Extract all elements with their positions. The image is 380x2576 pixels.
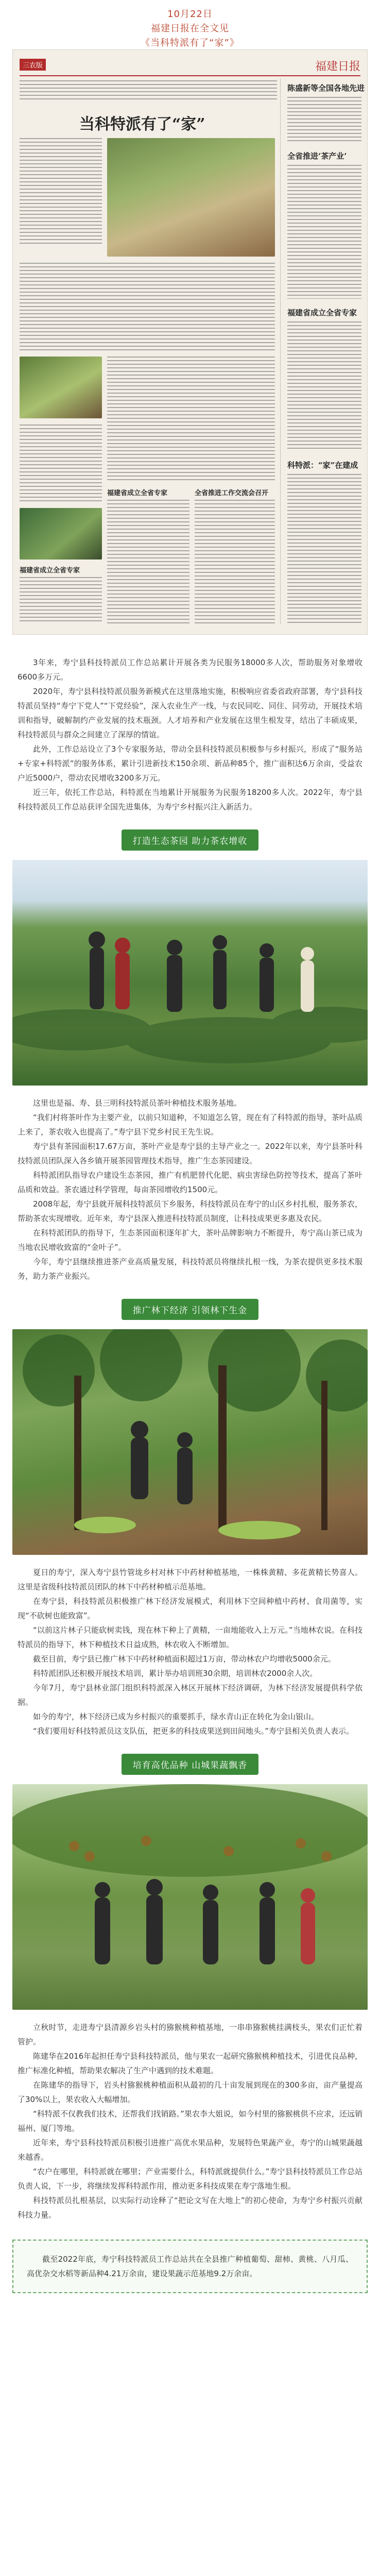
column-rule: [280, 78, 281, 624]
tea-paragraph: “我们村将茶叶作为主要产业，以前只知道种，不知道怎么管，现在有了科特派的指导，茶叶品质上来了，茶农收入也提高了。”寿宁县下党乡村民王先生说。: [18, 1113, 362, 1137]
summary-box: [12, 2240, 368, 2293]
header-date: 10月22日: [167, 9, 213, 20]
forest-planting-photo: [12, 1329, 368, 1555]
side-lines-1: [287, 97, 361, 143]
newspaper-photo-small-2: [20, 508, 102, 560]
orchard-illustration: [12, 1784, 368, 2010]
newspaper-headline: 当科特派有了“家”: [79, 115, 205, 133]
body-lines-d: [20, 425, 102, 502]
header-article-title: 《当科特派有了“家”》: [141, 38, 239, 48]
body-lines-f: [107, 500, 189, 623]
tea-paragraph: 2008年起，寿宁县就开展科技特派员下乡服务，科技特派员在寿宁的山区乡村扎根，服务茶农，帮助茶农实现增收。近年来，寿宁县深入推进科技特派员制度，让科技成果更多惠及农民。: [18, 1199, 362, 1223]
side-title-4: 科特派：“家”在建成: [287, 461, 358, 470]
section-banner-forest: 推广林下经济 引领林下生金: [122, 1299, 258, 1320]
fruit-paragraph: 近年来，寿宁县科技特派员积极引进推广高优水果品种，发展特色果蔬产业，寿宁的山城果蔬越来越香。: [18, 2138, 362, 2162]
lower-left-title: 福建省成立全省专家: [20, 567, 80, 574]
body-lines-e: [20, 577, 102, 623]
newspaper-photo-small-1: [20, 357, 102, 418]
fruit-paragraph: 在陈建华的指导下，岩头村猕猴桃种植面积从最初的几十亩发展到现在的300多亩，亩产量提高了30%以上，果农收入大幅增加。: [18, 2080, 362, 2104]
intro-section: [12, 655, 368, 814]
article-body: [12, 655, 368, 2222]
forest-paragraph: 夏日的寿宁，深入寿宁县竹管垅乡村对林下中药材种植基地，一株株黄精、多花黄精长势喜人。这里是省级科技特派员团队的林下中药材种植示范基地。: [18, 1568, 362, 1591]
section-banner-wrap: [12, 1754, 368, 1775]
tea-garden-photo: [12, 860, 368, 1086]
newspaper-masthead: [20, 55, 360, 76]
section-banner-fruit: 培育高优品种 山城果蔬飘香: [122, 1754, 258, 1775]
tea-section-text: [12, 1096, 368, 1283]
fruit-paragraph: “科特派不仅教我们技术，还帮我们找销路。”果农李大姐说，如今村里的猕猴桃供不应求，还远销福州、厦门等地。: [18, 2109, 362, 2133]
side-title-3: 福建省成立全省专家: [287, 308, 357, 317]
forest-paragraph: 今年7月，寿宁县林业部门组织科特派深入林区开展林下经济调研，为林下经济发展提供科学依据。: [18, 1683, 362, 1707]
section-banner-wrap: [12, 1299, 368, 1320]
newspaper-clipping-wrap: [0, 49, 380, 635]
fruit-paragraph: 科技特派员扎根基层，以实际行动诠释了“把论文写在大地上”的初心使命，为寿宁乡村振兴贡献科技力量。: [18, 2196, 362, 2219]
intro-paragraph: 近三年，依托工作总站，科特派在当地累计开展服务为民服务18200多人次。2022年，寿宁县科技特派员工作总站获评全国先进集体，为寿宁乡村振兴注入新活力。: [18, 788, 362, 811]
forest-paragraph: “以前这片林子只能砍树卖钱，现在林下种上了黄精，一亩地能收入上万元。”当地林农说。在科技特派员的指导下，林下种植技术日益成熟，林农收入不断增加。: [18, 1625, 362, 1649]
fruit-orchard-photo: [12, 1784, 368, 2010]
edition-tag: 三农版: [20, 59, 46, 71]
lower-mid-title: 福建省成立全省专家: [107, 489, 168, 497]
tea-paragraph: 在科特派团队的指导下，生态茶园面积逐年扩大，茶叶品牌影响力不断提升，寿宁高山茶已成为当地农民增收致富的“金叶子”。: [18, 1228, 362, 1252]
intro-paragraph: 2020年，寿宁县科技特派员服务新模式在这里落地实施，积极响应省委省政府部署，寿宁县科技特派员坚持“寿宁下党人”“下党经验”，深入农业生产一线，与农民同吃、同住、同劳动，开展技术培训和指导，破解制约产业发展的技术瓶颈。人才培养和产业发展在这里生根发芽，结出了丰硕成果，科技特派员与群众之间建立了深厚的情谊。: [18, 687, 362, 739]
tea-paragraph: 科特派团队指导农户建设生态茶园，推广有机肥替代化肥、病虫害绿色防控等技术，提高了茶叶品质和效益。茶农通过科学管理，每亩茶园增收约1500元。: [18, 1171, 362, 1194]
fruit-section-text: [12, 2020, 368, 2222]
intro-paragraph: 3年来，寿宁县科技特派员工作总站累计开展各类为民服务18000多人次，帮助服务对象增收6600多万元。: [18, 658, 362, 682]
tea-paragraph: 今年，寿宁县继续推进茶产业高质量发展，科技特派员将继续扎根一线，为茶农提供更多技术服务，助力茶产业振兴。: [18, 1257, 362, 1281]
tea-paragraph: 这里也是福、寿、县三明科技特派员茶叶种植技术服务基地。: [33, 1098, 242, 1108]
forest-section-text: [12, 1565, 368, 1738]
page-header: [0, 0, 380, 49]
forest-paragraph: 在寿宁县，科技特派员积极推广林下经济发展模式，利用林下空间种植中药材、食用菌等，实现“不砍树也能致富”。: [18, 1597, 362, 1620]
forest-paragraph: “我们要用好科技特派员这支队伍，把更多的科技成果送到田间地头。”寿宁县相关负责人表示。: [33, 1726, 354, 1736]
tea-garden-illustration: [12, 860, 368, 1086]
newspaper-lede-lines: [20, 80, 277, 101]
fruit-paragraph: “农户在哪里，科特派就在哪里；产业需要什么，科特派就提供什么。”寿宁县科技特派员工作总站负责人说，下一步，将继续发挥科特派作用，推动更多科技成果在寿宁落地生根。: [18, 2167, 362, 2191]
body-lines-c: [107, 357, 275, 480]
newspaper-clipping: [12, 49, 368, 635]
newspaper-logo: 福建日报: [315, 60, 360, 73]
side-title-1: 陈盛新等全国各地先进: [287, 83, 365, 93]
tea-paragraph: 寿宁县有茶园面积17.67万亩，茶叶产业是寿宁县的主导产业之一。2022年以来，寿宁县茶叶科技特派员团队深入各乡镇开展茶园管理技术指导，推广生态茶园建设。: [18, 1142, 362, 1165]
body-lines-a: [20, 138, 102, 246]
body-lines-g: [195, 500, 275, 623]
forest-paragraph: 如今的寿宁，林下经济已成为乡村振兴的重要抓手，绿水青山正在转化为金山银山。: [33, 1712, 319, 1721]
fruit-paragraph: 立秋时节，走进寿宁县清源乡岩头村的猕猴桃种植基地，一串串猕猴桃挂满枝头，果农们正忙着管护。: [18, 2023, 362, 2046]
body-lines-b: [20, 263, 275, 350]
forest-paragraph: 截至目前，寿宁县已推广林下中药材种植面积超过1万亩，带动林农户均增收5000余元。: [33, 1654, 336, 1664]
side-lines-4: [287, 474, 361, 623]
summary-text: 截至2022年底，寿宁科技特派员工作总站共在全县推广种植葡萄、甜柿、黄桃、八月瓜、高优杂交水稻等新品种4.21万余亩，建设果蔬示范基地9.2万余亩。: [27, 2255, 353, 2278]
side-lines-2: [287, 165, 361, 299]
forest-illustration: [12, 1329, 368, 1555]
newspaper-main-photo: [107, 138, 275, 257]
intro-paragraph: 此外，工作总站设立了3个专家服务站，带动全县科技特派员积极参与乡村振兴，形成了“服务站+专家+科特派”的服务体系，累计引进新技术150余项、新品种85个，推广面积达6万余亩，受益农户近5000户，带动农民增收3200多万元。: [18, 744, 362, 783]
section-banner-wrap: [12, 829, 368, 851]
side-lines-3: [287, 321, 361, 450]
section-banner-tea: 打造生态茶园 助力茶农增收: [122, 829, 258, 851]
side-title-2: 全省推进‘茶产业’: [287, 151, 347, 161]
forest-paragraph: 科特派团队还积极开展技术培训，累计举办培训班30余期，培训林农2000余人次。: [33, 1669, 318, 1678]
lower-right-title: 全省推进工作交流会召开: [195, 489, 269, 497]
fruit-paragraph: 陈建华在2016年起担任寿宁县科技特派员，他与果农一起研究猕猴桃种植技术，引进优良品种，推广标准化种植，帮助果农解决了生产中遇到的技术难题。: [18, 2052, 362, 2075]
header-source: 福建日报在全文见: [151, 23, 229, 34]
